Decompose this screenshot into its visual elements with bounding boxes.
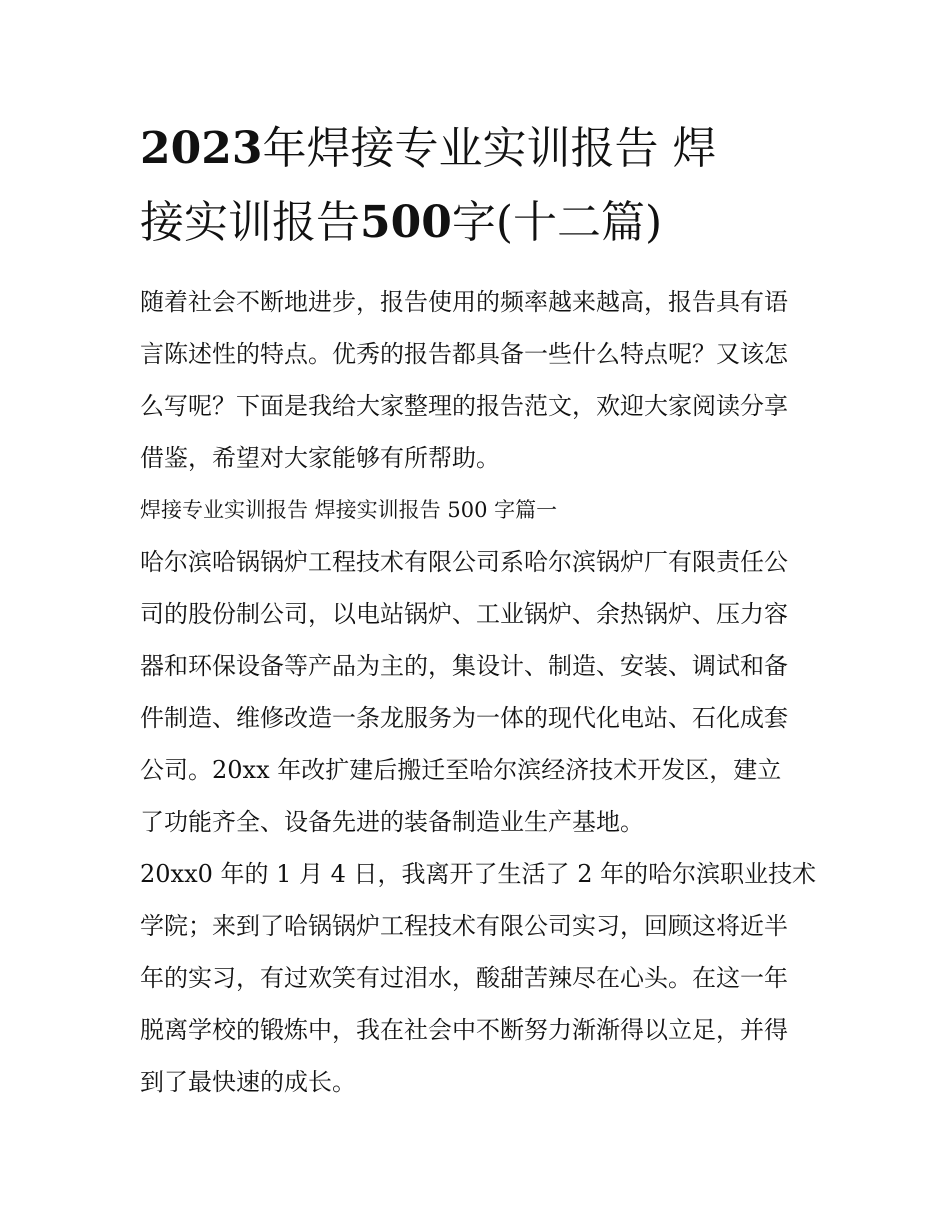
title-text-2: 接实训报告 xyxy=(140,197,360,248)
paragraph-line: 20xx0 年的 1 月 4 日，我离开了生活了 2 年的哈尔滨职业技术 xyxy=(140,860,817,888)
paragraph-line: 年的实习，有过欢笑有过泪水，酸甜苦辣尽在心头。在这一年 xyxy=(140,964,788,992)
paragraph-line: 件制造、维修改造一条龙服务为一体的现代化电站、石化成套 xyxy=(140,704,788,732)
title-text-3: 字(十二篇) xyxy=(451,197,663,248)
paragraph-internship xyxy=(140,848,817,1108)
paragraph-line: 脱离学校的锻炼中，我在社会中不断努力渐渐得以立足，并得 xyxy=(140,1016,788,1044)
intro-paragraph xyxy=(140,276,812,484)
paragraph-line: 了功能齐全、设备先进的装备制造业生产基地。 xyxy=(140,808,644,836)
title-line-1 xyxy=(140,112,812,186)
paragraph-line: 器和环保设备等产品为主的，集设计、制造、安装、调试和备 xyxy=(140,652,788,680)
paragraph-line: 哈尔滨哈锅锅炉工程技术有限公司系哈尔滨锅炉厂有限责任公 xyxy=(140,548,788,576)
paragraph-line: 学院；来到了哈锅锅炉工程技术有限公司实习，回顾这将近半 xyxy=(140,912,788,940)
intro-line: 随着社会不断地进步，报告使用的频率越来越高，报告具有语 xyxy=(140,288,788,316)
title-count: 500 xyxy=(360,197,452,248)
document-title xyxy=(140,112,812,260)
paragraph-company xyxy=(140,536,812,848)
title-text-1: 年焊接专业实训报告 焊 xyxy=(262,123,717,174)
section-heading: 焊接专业实训报告 焊接实训报告 500 字篇一 xyxy=(140,498,558,522)
intro-line: 借鉴，希望对大家能够有所帮助。 xyxy=(140,444,500,472)
title-line-2 xyxy=(140,186,812,260)
intro-line: 言陈述性的特点。优秀的报告都具备一些什么特点呢？又该怎 xyxy=(140,340,788,368)
intro-line: 么写呢？下面是我给大家整理的报告范文，欢迎大家阅读分享 xyxy=(140,392,788,420)
paragraph-line: 公司。20xx 年改扩建后搬迁至哈尔滨经济技术开发区，建立 xyxy=(140,756,782,784)
paragraph-line: 司的股份制公司，以电站锅炉、工业锅炉、余热锅炉、压力容 xyxy=(140,600,788,628)
document-body xyxy=(140,112,817,1108)
paragraph-line: 到了最快速的成长。 xyxy=(140,1068,356,1096)
title-year: 2023 xyxy=(140,123,263,174)
